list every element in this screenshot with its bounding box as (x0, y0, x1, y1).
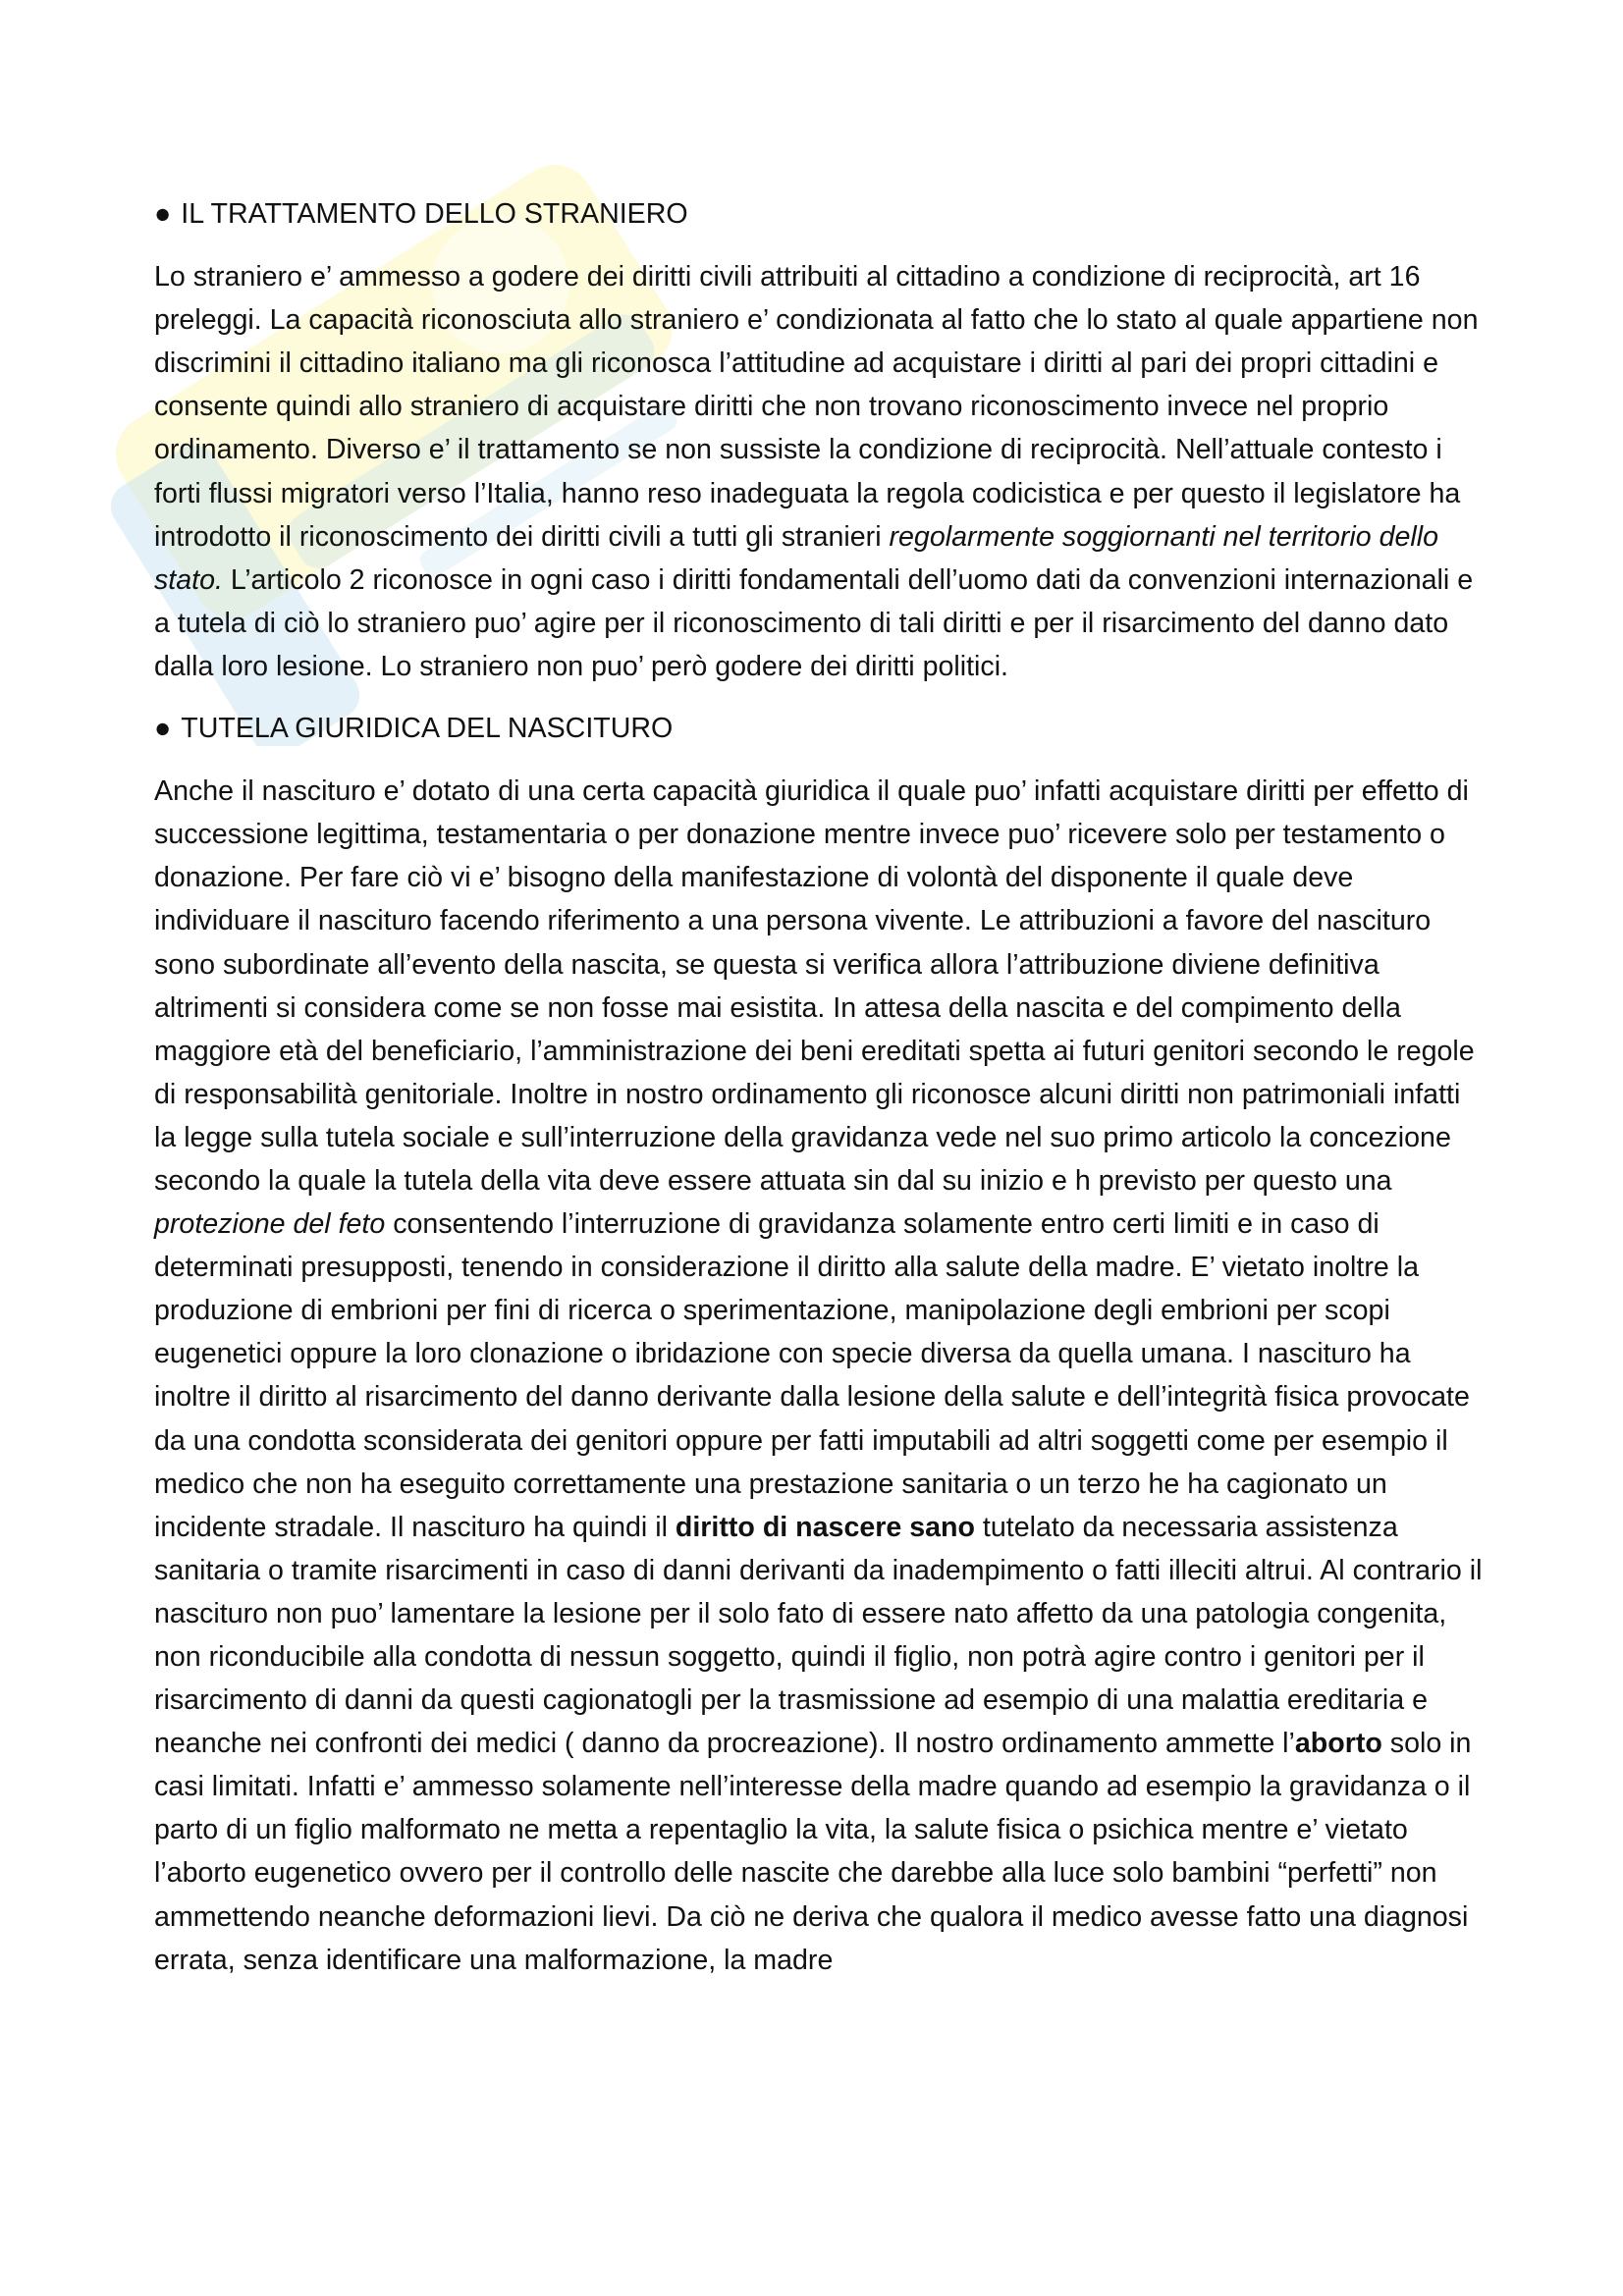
bullet-icon: ● (154, 198, 172, 230)
paragraph-straniero (154, 255, 1485, 688)
bullet-icon: ● (154, 713, 172, 745)
section-heading-nascituro (154, 707, 1485, 750)
text-run: Lo straniero e’ ammesso a godere dei diritti civili attribuiti al cittadino a condizione di reciprocità, art 16 preleggi. La capacità riconosciuta allo straniero e’ condizionata al fatto che lo stato al quale appartiene non discrimini il cittadino italiano ma gli riconosca l’attitudine ad acquistare i diritti al pari dei propri cittadini e consente quindi allo straniero di acquistare diritti che non trovano riconoscimento invece nel proprio ordinamento. Diverso e’ il trattamento se non sussiste la condizione di reciprocità. Nell’attuale contesto i forti flussi migratori verso l’Italia, hanno reso inadeguata la regola codicistica e per questo il legislatore ha introdotto il riconoscimento dei diritti civili a tutti gli stranieri (154, 261, 1479, 553)
text-run: consentendo l’interruzione di gravidanza solamente entro certi limiti e in caso di determinati presupposti, tenendo in considerazione il diritto alla salute della madre. E’ vietato inoltre la produzione di embrioni per fini di ricerca o sperimentazione, manipolazione degli embrioni per scopi eugenetici oppure la loro clonazione o ibridazione con specie diversa da quella umana. I nasciturо ha inoltre il diritto al risarcimento del danno derivante dalla lesione della salute e dell’integrità fisica provocate da una condotta sconsiderata dei genitori oppure per fatti imputabili ad altri soggetti come per esempio il medico che non ha eseguito correttamente una prestazione sanitaria o un terzo he ha cagionato un incidente stradale. Il nascituro ha quindi il (154, 1208, 1470, 1543)
italic-run: protezione del feto (154, 1208, 386, 1241)
paragraph-nascituro (154, 770, 1485, 1982)
text-run: L’articolo 2 riconosce in ogni caso i diritti fondamentali dell’uomo dati da convenzioni internazionali e a tutela di ciò lo straniero puo’ agire per il riconoscimento di tali diritti e per il risarcimento del danno dato dalla loro lesione. Lo straniero non puo’ però godere dei diritti politici. (154, 563, 1474, 682)
bold-run: aborto (1294, 1728, 1382, 1760)
text-run: solo in casi limitati. Infatti e’ ammesso solamente nell’interesse della madre quando ad esempio la gravidanza o il parto di un figlio malformato ne metta a repentaglio la vita, la salute fisica o psichica mentre e’ vietato l’aborto eugenetico ovvero per il controllo delle nascite che darebbe alla luce solo bambini “perfetti” non ammettendo neanche deformazioni lievi. Da ciò ne deriva che qualora il medico avesse fatto una diagnosi errata, senza identificare una malformazione, la madre (154, 1728, 1472, 1976)
section-heading-straniero (154, 192, 1485, 236)
text-run: tutelato da necessaria assistenza sanitaria o tramite risarcimenti in caso di danni derivanti da inadempimento o fatti illeciti altrui. Al contrario il nascituro non puo’ lamentare la lesione per il solo fato di essere nato affetto da una patologia congenita, non riconducibile alla condotta di nessun soggetto, quindi il figlio, non potrà agire contro i genitori per il risarcimento di danni da questi cagionatogli per la trasmissione ad esempio di una malattia ereditaria e neanche nei confronti dei medici ( danno da procreazione). Il nostro ordinamento ammette l’ (154, 1511, 1483, 1760)
text-run: Anche il nascituro e’ dotato di una certa capacità giuridica il quale puo’ infatti acquistare diritti per effetto di successione legittima, testamentaria o per donazione mentre invece puo’ ricevere solo per testamento o donazione. Per fare ciò vi e’ bisogno della manifestazione di volontà del disponente il quale deve individuare il nascituro facendo riferimento a una persona vivente. Le attribuzioni a favore del nascituro sono subordinate all’evento della nascita, se questa si verifica allora l’attribuzione diviene definitiva altrimenti si considera come se non fosse mai esistita. In attesa della nascita e del compimento della maggiore età del beneficiario, l’amministrazione dei beni ereditati spetta ai futuri genitori secondo le regole di responsabilità genitoriale. Inoltre in nostro ordinamento gli riconosce alcuni diritti non patrimoniali infatti la legge sulla tutela sociale e sull’interruzione della gravidanza vede nel suo primo articolo la concezione secondo la quale la tutela della vita deve essere attuata sin dal su inizio e h previsto per questo una (154, 775, 1475, 1197)
document-body (154, 192, 1485, 2001)
italic-run: regolarmente soggiornanti nel territorio dello stato. (154, 520, 1438, 596)
heading-text: IL TRATTAMENTO DELLO STRANIERO (181, 198, 688, 230)
heading-text: TUTELA GIURIDICA DEL NASCITURO (181, 713, 674, 745)
bold-run: diritto di nascere sano (675, 1511, 975, 1543)
